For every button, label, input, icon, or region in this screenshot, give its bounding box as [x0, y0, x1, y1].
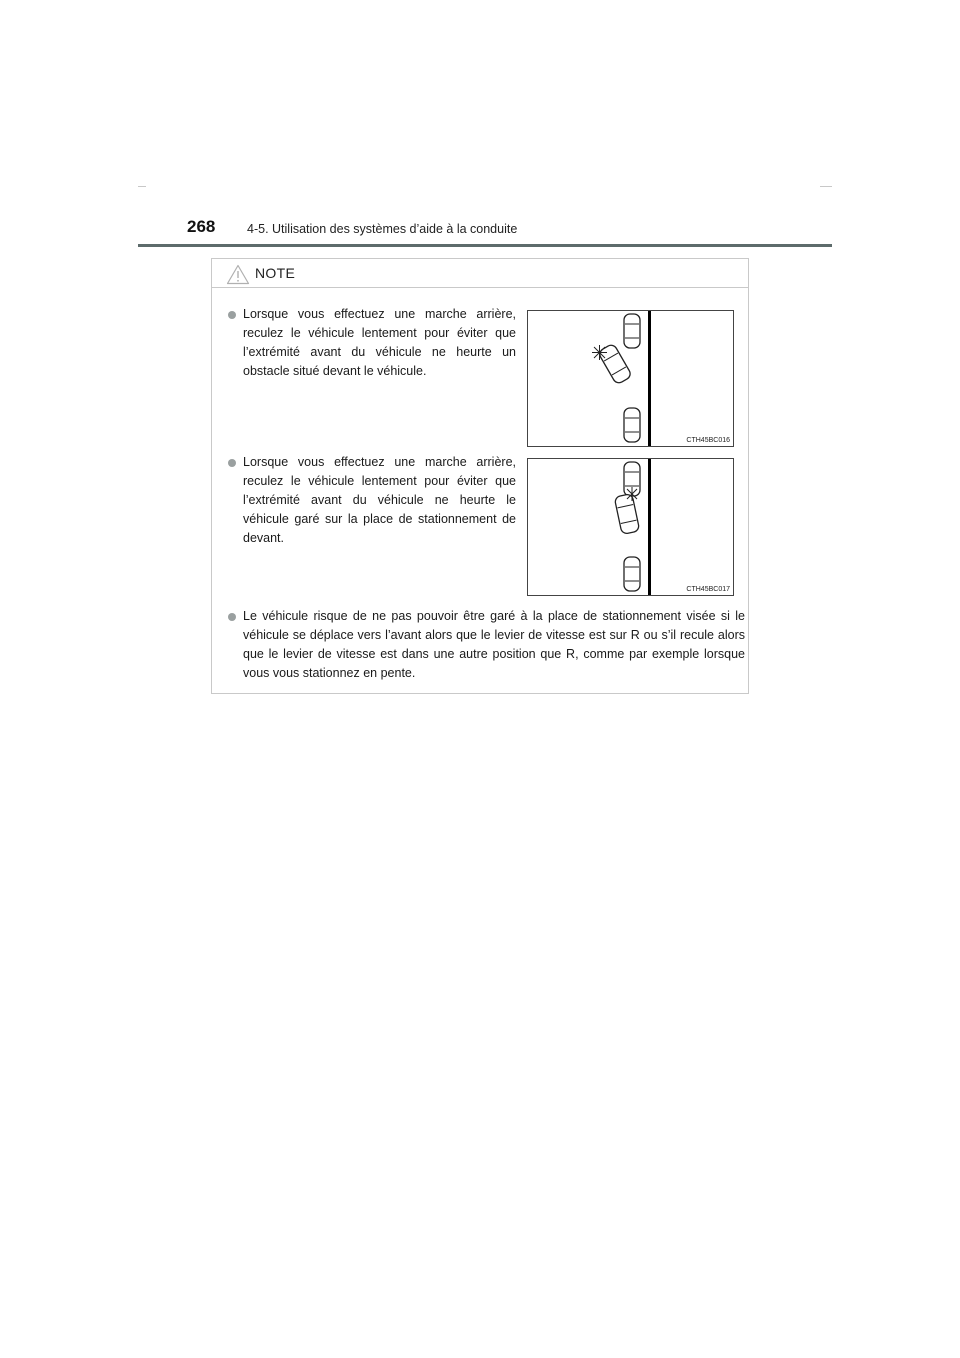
- figure-2: [527, 458, 734, 596]
- figure-1: [527, 310, 734, 447]
- note-item-1: Lorsque vous effectuez une marche arrière, reculez le véhicule lentement pour éviter que l’extrémité avant du véhicule ne heurte un obstacle situé devant le véhicule.: [243, 307, 516, 378]
- parking-illustration-1: [528, 311, 733, 446]
- bullet-icon: [228, 311, 236, 319]
- parking-illustration-2: [528, 459, 733, 595]
- bullet-icon: [228, 459, 236, 467]
- figure-code: CTH45BC017: [686, 586, 730, 593]
- bullet-icon: [228, 613, 236, 621]
- parked-car-icon: [624, 408, 640, 442]
- crop-mark-right: [820, 186, 832, 187]
- note-item-3: Le véhicule risque de ne pas pouvoir être garé à la place de stationnement visée si le véhicule se déplace vers l’avant alors que le levier de vitesse est sur R ou s’il recule alors que le levier de vitesse est dans une autre position que R, comme par exemple lorsque vous vous stationnez en pente.: [243, 609, 745, 680]
- section-title: 4-5. Utilisation des systèmes d’aide à la conduite: [247, 222, 518, 236]
- header-rule: [138, 244, 832, 247]
- parked-car-icon: [624, 557, 640, 591]
- note-item-2: Lorsque vous effectuez une marche arrière, reculez le véhicule lentement pour éviter que l’extrémité avant du véhicule ne heurte le véhicule garé sur la place de stationnement de devant.: [243, 455, 516, 545]
- note-header: [212, 259, 748, 288]
- crop-mark-left: [138, 186, 146, 187]
- note-box: [211, 258, 749, 694]
- figure-code: CTH45BC016: [686, 437, 730, 444]
- parked-car-icon: [624, 314, 640, 348]
- maneuvering-car-icon: [614, 494, 640, 535]
- page-number: 268: [187, 217, 216, 236]
- warning-triangle-icon: [226, 264, 250, 285]
- collision-icon: [592, 345, 607, 360]
- note-label: NOTE: [255, 265, 296, 281]
